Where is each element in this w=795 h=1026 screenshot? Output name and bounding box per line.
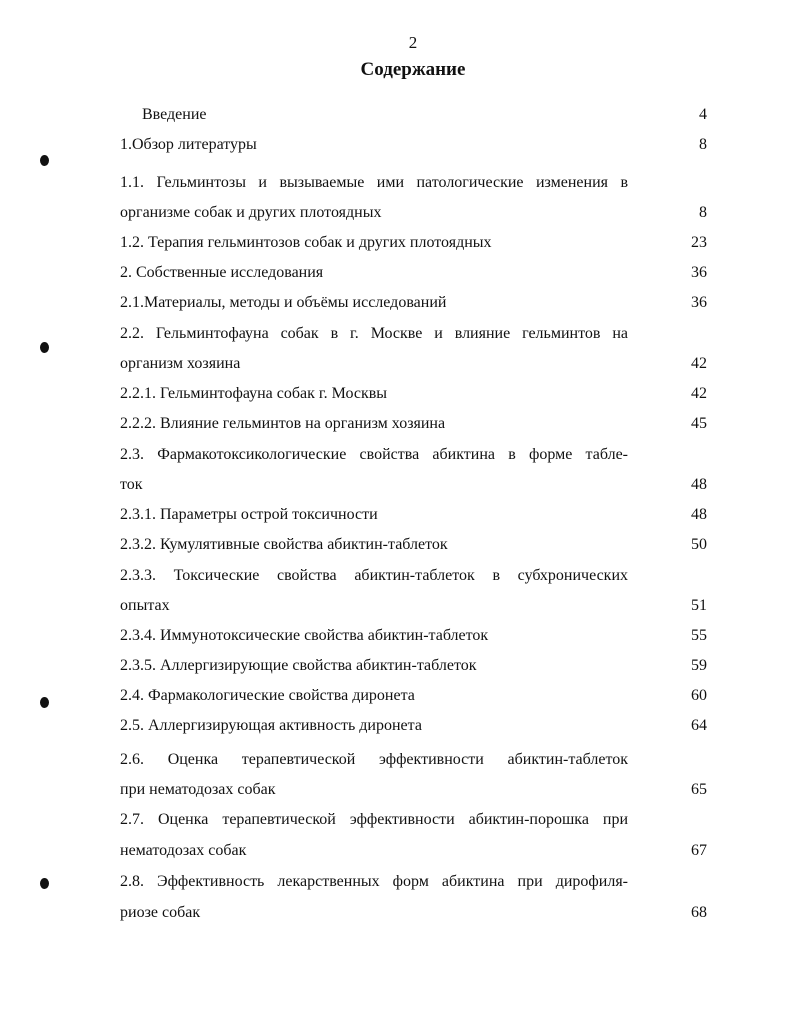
toc-entry-page: 55 bbox=[691, 627, 707, 644]
toc-entry-line: при нематодозах собак bbox=[120, 781, 276, 798]
toc-entry-line: 1.2. Терапия гельминтозов собак и других плотоядных bbox=[120, 234, 492, 251]
toc-entry-line: 2.3. Фармакотоксикологические свойства абиктина в форме табле- bbox=[120, 446, 628, 463]
toc-entry-line: 2. Собственные исследования bbox=[120, 264, 324, 281]
toc-entry-line: 1.Обзор литературы bbox=[120, 136, 257, 153]
toc-entry-page: 64 bbox=[691, 717, 707, 734]
page-title: Содержание bbox=[360, 59, 466, 80]
toc-entry-line: 2.3.1. Параметры острой токсичности bbox=[120, 506, 378, 523]
toc-entry-page: 42 bbox=[691, 385, 707, 402]
toc-entry-page: 65 bbox=[691, 781, 707, 798]
toc-entry-page: 42 bbox=[691, 355, 707, 372]
margin-dot bbox=[40, 342, 49, 353]
toc-entry-page: 36 bbox=[691, 264, 707, 281]
toc-entry-page: 67 bbox=[691, 842, 707, 859]
toc-entry-line: 2.2.2. Влияние гельминтов на организм хозяина bbox=[120, 415, 446, 432]
toc-entry-page: 51 bbox=[691, 597, 707, 614]
toc-entry-line: 2.3.2. Кумулятивные свойства абиктин-таблеток bbox=[120, 536, 448, 553]
toc-entry-line: 1.1. Гельминтозы и вызываемые ими патологические изменения в bbox=[120, 174, 628, 191]
toc-entry-line: риозе собак bbox=[120, 904, 201, 921]
page-number: 2 bbox=[408, 33, 418, 52]
toc-entry-page: 60 bbox=[691, 687, 707, 704]
toc-entry-page: 36 bbox=[691, 294, 707, 311]
toc-entry-line: Введение bbox=[142, 106, 207, 123]
toc-entry-page: 59 bbox=[691, 657, 707, 674]
toc-entry-page: 48 bbox=[691, 506, 707, 523]
toc-entry-page: 23 bbox=[691, 234, 707, 251]
toc-entry-line: организме собак и других плотоядных bbox=[120, 204, 382, 221]
toc-entry-page: 4 bbox=[699, 106, 707, 123]
toc-entry-line: 2.8. Эффективность лекарственных форм абиктина при дирофиля- bbox=[120, 873, 628, 890]
margin-dot bbox=[40, 155, 49, 166]
toc-entry-page: 8 bbox=[699, 204, 707, 221]
toc-entry-line: ток bbox=[120, 476, 143, 493]
toc-entry-line: организм хозяина bbox=[120, 355, 241, 372]
toc-entry-page: 68 bbox=[691, 904, 707, 921]
toc-entry-line: 2.3.5. Аллергизирующие свойства абиктин-таблеток bbox=[120, 657, 477, 674]
toc-entry-line: 2.6. Оценка терапевтической эффективности абиктин-таблеток bbox=[120, 751, 628, 768]
toc-entry-line: 2.4. Фармакологические свойства диронета bbox=[120, 687, 415, 704]
toc-entry-line: опытах bbox=[120, 597, 170, 614]
toc-entry-page: 8 bbox=[699, 136, 707, 153]
toc-entry-line: 2.1.Материалы, методы и объёмы исследований bbox=[120, 294, 447, 311]
toc-entry-line: 2.5. Аллергизирующая активность диронета bbox=[120, 717, 422, 734]
toc-entry-page: 50 bbox=[691, 536, 707, 553]
toc-entry-line: нематодозах собак bbox=[120, 842, 247, 859]
toc-entry-page: 45 bbox=[691, 415, 707, 432]
toc-entry-line: 2.2.1. Гельминтофауна собак г. Москвы bbox=[120, 385, 388, 402]
toc-entry-line: 2.3.3. Токсические свойства абиктин-таблеток в субхронических bbox=[120, 567, 628, 584]
toc-entry-line: 2.7. Оценка терапевтической эффективности абиктин-порошка при bbox=[120, 811, 628, 828]
margin-dot bbox=[40, 878, 49, 889]
toc-entry-line: 2.2. Гельминтофауна собак в г. Москве и влияние гельминтов на bbox=[120, 325, 628, 342]
toc-entry-page: 48 bbox=[691, 476, 707, 493]
margin-dot bbox=[40, 697, 49, 708]
toc-entry-line: 2.3.4. Иммунотоксические свойства абиктин-таблеток bbox=[120, 627, 489, 644]
